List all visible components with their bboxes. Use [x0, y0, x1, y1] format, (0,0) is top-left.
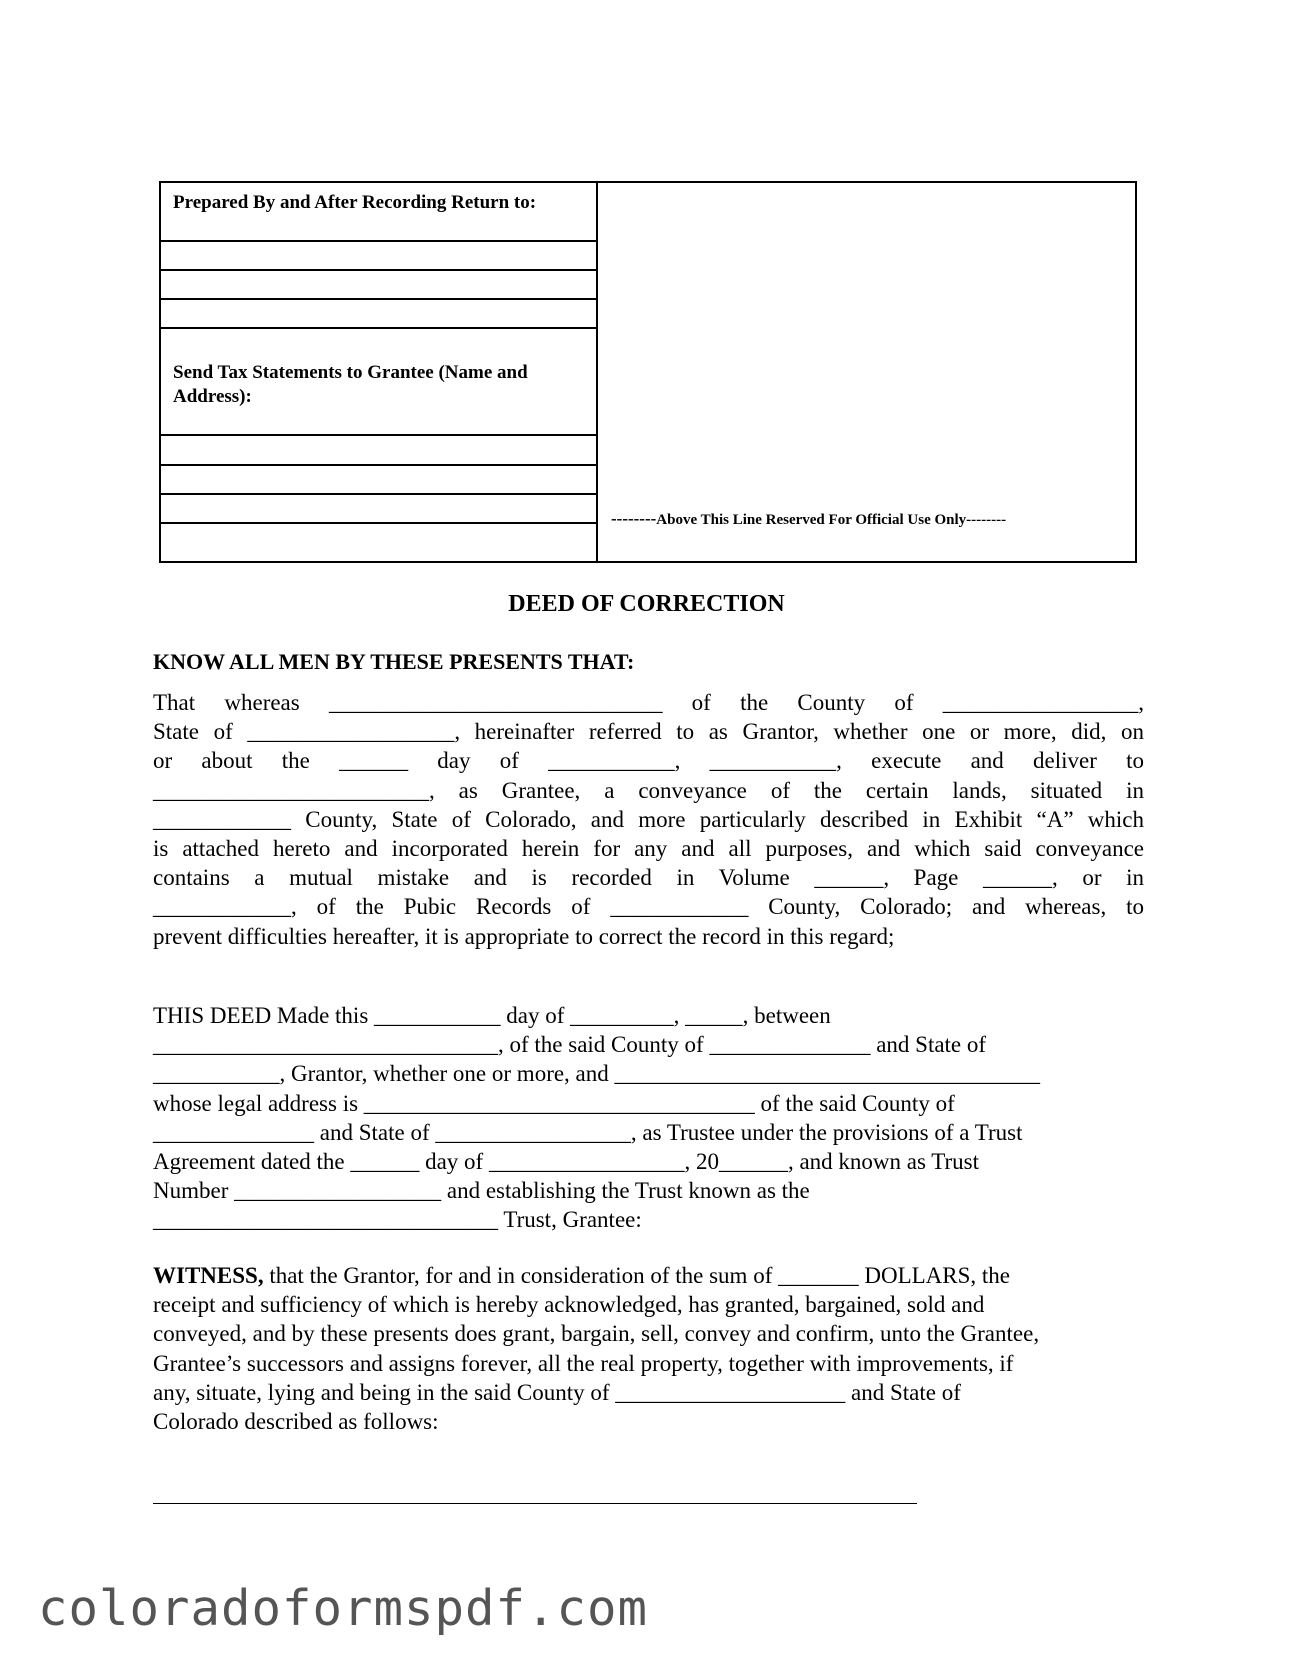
deed-line: whose legal address is __________________________________ of the said County of	[153, 1090, 955, 1116]
deed-line: ___________, Grantor, whether one or more, and _____________________________________	[153, 1061, 1041, 1087]
witness-line: Colorado described as follows:	[153, 1409, 439, 1435]
official-use-notice	[611, 509, 1006, 529]
recital-line: is attached hereto and incorporated herein for any and all purposes, and which said conveyance	[153, 836, 1144, 862]
recording-header-box	[159, 181, 1137, 563]
witness-paragraph	[153, 1261, 1144, 1436]
recital-line: or about the ______ day of ___________, ___________, execute and deliver to	[153, 748, 1144, 774]
deed-line: ______________________________ Trust, Grantee:	[153, 1207, 642, 1233]
witness-line: Grantee’s successors and assigns forever, all the real property, together with improvements, if	[153, 1350, 1014, 1376]
deed-line: Number __________________ and establishing the Trust known as the	[153, 1178, 810, 1204]
know-all-men-heading: KNOW ALL MEN BY THESE PRESENTS THAT:	[153, 649, 635, 674]
witness-line: receipt and sufficiency of which is hereby acknowledged, has granted, bargained, sold and	[153, 1292, 985, 1318]
legal-description-line	[153, 1503, 917, 1504]
witness-line-text: that the Grantor, for and in consideration of the sum of _______ DOLLARS, the	[263, 1263, 1011, 1288]
witness-line: any, situate, lying and being in the said County of ____________________ and State of	[153, 1379, 961, 1405]
return-line-1	[161, 240, 596, 242]
prepared-by-label: Prepared By and After Recording Return to:	[173, 192, 537, 213]
return-line-4	[161, 327, 596, 329]
tax-statements-label: Send Tax Statements to Grantee (Name and Address):	[173, 362, 528, 407]
official-dashes: --------	[611, 509, 657, 528]
recital-line: State of __________________, hereinafter referred to as Grantor, whether one or more, did, on	[153, 719, 1144, 745]
recital-paragraph	[153, 688, 1144, 951]
official-use-text: Above This Line Reserved For Official Use Only--------	[656, 512, 1007, 528]
tax-line-2	[161, 464, 596, 466]
recital-line: prevent difficulties hereafter, it is appropriate to correct the record in this regard;	[153, 923, 895, 949]
recital-line: contains a mutual mistake and is recorded in Volume ______, Page ______, or in	[153, 865, 1144, 891]
tax-line-3	[161, 493, 596, 495]
header-column-divider	[596, 183, 598, 561]
deed-made-paragraph	[153, 1001, 1144, 1235]
recital-line: That whereas _____________________________ of the County of _________________,	[153, 690, 1144, 715]
document-title: DEED OF CORRECTION	[508, 591, 785, 617]
site-watermark: coloradoformspdf.com	[38, 1580, 649, 1637]
deed-line: THIS DEED Made this ___________ day of _________, _____, between	[153, 1003, 831, 1028]
deed-line: ______________ and State of _________________, as Trustee under the provisions of a Trust	[153, 1119, 1023, 1145]
witness-line	[153, 1261, 1144, 1290]
tax-line-4	[161, 522, 596, 524]
witness-line: conveyed, and by these presents does grant, bargain, sell, convey and confirm, unto the Grantee,	[153, 1321, 1040, 1347]
tax-line-1	[161, 434, 596, 436]
witness-bold: WITNESS,	[153, 1263, 264, 1288]
return-line-3	[161, 298, 596, 300]
deed-line: Agreement dated the ______ day of _________________, 20______, and known as Trust	[153, 1149, 980, 1175]
recital-line: ________________________, as Grantee, a conveyance of the certain lands, situated in	[153, 777, 1144, 803]
recital-line: ____________, of the Pubic Records of ____________ County, Colorado; and whereas, to	[153, 894, 1144, 920]
recital-line: ____________ County, State of Colorado, and more particularly described in Exhibit “A” which	[153, 806, 1144, 832]
return-line-2	[161, 269, 596, 271]
deed-line: ______________________________, of the said County of ______________ and State of	[153, 1032, 987, 1058]
